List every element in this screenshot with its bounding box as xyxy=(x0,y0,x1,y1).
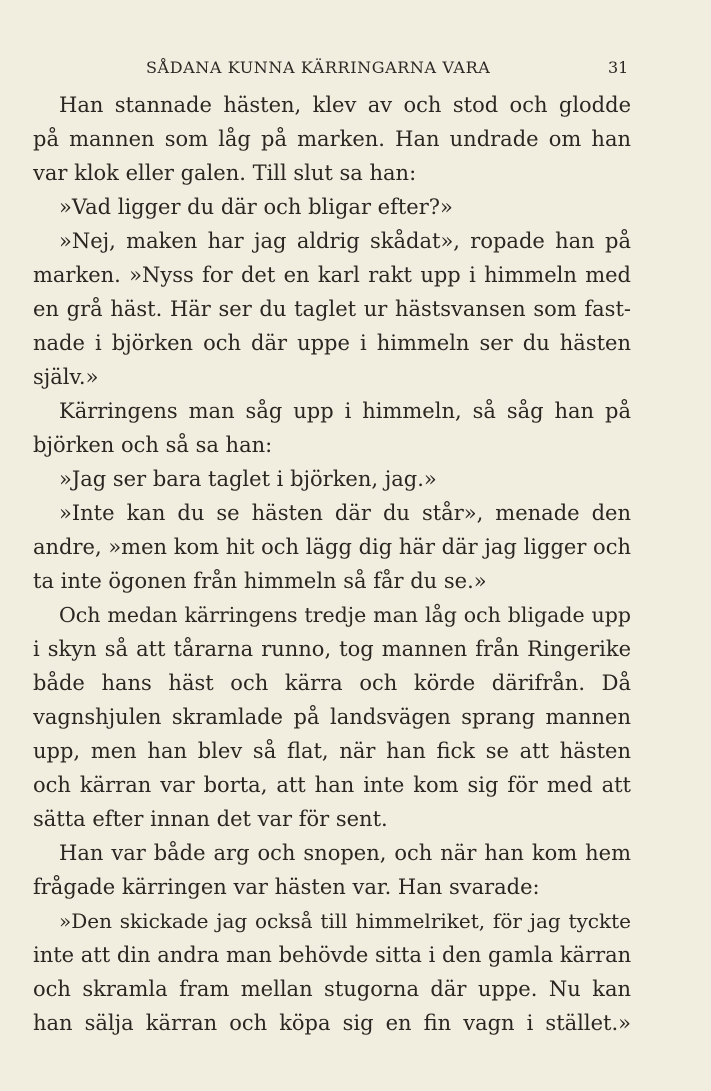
text-line: han sälja kärran och köpa sig en fin vagn i stället.» xyxy=(33,1011,631,1035)
text-line: både hans häst och kärra och körde därifrån. Då xyxy=(33,671,631,695)
text-line: frågade kärringen var hästen var. Han svarade: xyxy=(33,875,540,899)
text-line: sätta efter innan det var för sent. xyxy=(33,807,388,831)
text-line: ta inte ögonen från himmeln så får du se.» xyxy=(33,569,487,593)
text-line: »Den skickade jag också till himmelriket, för jag tyckte xyxy=(59,909,631,933)
text-line: andre, »men kom hit och lägg dig här där jag ligger och xyxy=(33,535,631,559)
text-line: var klok eller galen. Till slut sa han: xyxy=(33,161,417,185)
text-line: »Inte kan du se hästen där du står», menade den xyxy=(59,501,631,525)
text-line: björken och så sa han: xyxy=(33,433,273,457)
text-line: på mannen som låg på marken. Han undrade om han xyxy=(33,127,631,151)
text-line: inte att din andra man behövde sitta i den gamla kärran xyxy=(33,943,631,967)
text-line: Kärringens man såg upp i himmeln, så såg han på xyxy=(59,399,631,423)
text-line: »Jag ser bara taglet i björken, jag.» xyxy=(59,467,437,491)
text-line: »Vad ligger du där och bligar efter?» xyxy=(59,195,453,219)
text-line: själv.» xyxy=(33,365,99,389)
text-line: vagnshjulen skramlade på landsvägen sprang mannen xyxy=(33,705,631,729)
text-line: nade i björken och där uppe i himmeln ser du hästen xyxy=(33,331,631,355)
text-line: »Nej, maken har jag aldrig skådat», ropade han på xyxy=(59,229,631,253)
text-line: Han var både arg och snopen, och när han kom hem xyxy=(59,841,631,865)
text-line: en grå häst. Här ser du taglet ur hästsvansen som fast- xyxy=(33,297,631,321)
text-line: marken. »Nyss for det en karl rakt upp i himmeln med xyxy=(33,263,631,287)
text-line: Han stannade hästen, klev av och stod och glodde xyxy=(59,93,631,117)
text-line: och kärran var borta, att han inte kom sig för med att xyxy=(33,773,631,797)
text-line: upp, men han blev så flat, när han fick se att hästen xyxy=(33,739,631,763)
text-line: och skramla fram mellan stugorna där uppe. Nu kan xyxy=(33,977,631,1001)
text-line: Och medan kärringens tredje man låg och bligade upp xyxy=(59,603,631,627)
running-head: SÅDANA KUNNA KÄRRINGARNA VARA xyxy=(146,58,491,77)
text-line: i skyn så att tårarna runno, tog mannen från Ringerike xyxy=(33,637,631,661)
page-number: 31 xyxy=(608,58,629,77)
